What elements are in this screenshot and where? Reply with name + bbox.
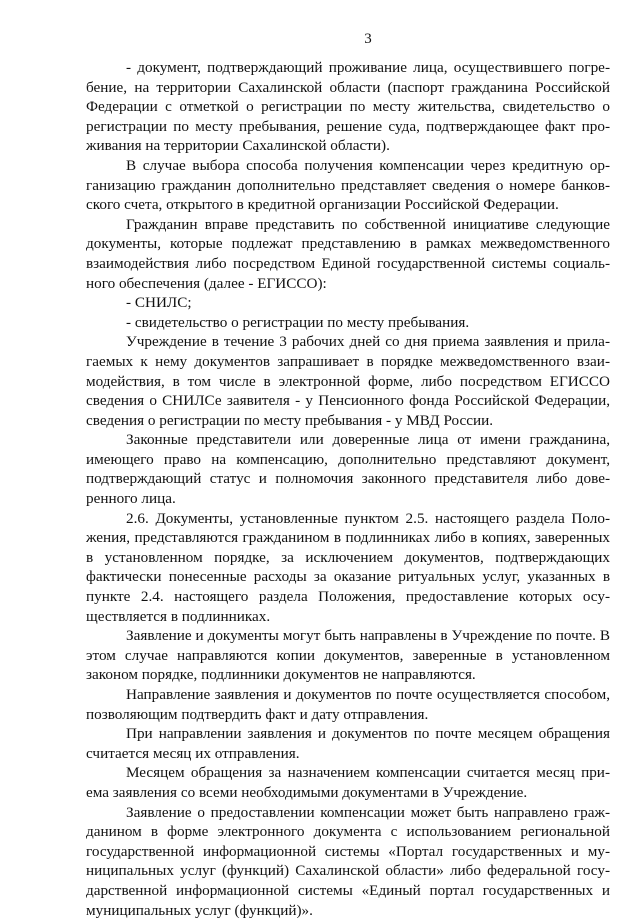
list-item-registration-certificate: - свидетельство о регистрации по месту пребывания. (126, 313, 470, 331)
paragraph-section-2-6: 2.6. Документы, установленные пунктом 2.5. настоящего раздела Положения, представляются гражданином в подлинниках либо в копиях, заверенных в установленном порядке, за исключением документов, подтверждающих фактически понесенные расходы за оказание ритуальных услуг, указанных в пункте 2.4. настоящего раздела Положения, предоставление которых осуществляется в подлинниках. (86, 509, 610, 625)
paragraph-residence-document: - документ, подтверждающий проживание лица, осуществившего погребение, на территории Сахалинской области (паспорт гражданина Российской Федерации с отметкой о регистрации по месту жительства, свидетельство о регистрации по месту пребывания, решение суда, подтверждающее факт проживания на территории Сахалинской области). (86, 59, 610, 155)
page-number: 3 (364, 31, 372, 47)
paragraph-mail-submission: Заявление и документы могут быть направлены в Учреждение по почте. В этом случае направляются копии документов, заверенные в установленном законом порядке, подлинники документов не направляются. (86, 627, 610, 684)
paragraph-credit-organization: В случае выбора способа получения компенсации через кредитную организацию гражданин дополнительно представляет сведения о номере банковского счета, открытого в кредитной организации Российской Федерации. (86, 156, 610, 214)
paragraph-application-month: Месяцем обращения за назначением компенсации считается месяц приема заявления со всеми необходимыми документами в Учреждение. (86, 764, 610, 801)
list-item-snils: - СНИЛС; (126, 294, 192, 312)
paragraph-institution-request: Учреждение в течение 3 рабочих дней со дня приема заявления и прилагаемых к нему документов запрашивает в порядке межведомственного взаимодействия, в том числе в электронной форме, либо посредством ЕГИССО сведения о СНИЛСе заявителя - у Пенсионного фонда Российской Федерации, сведения о регистрации по месту пребывания - у МВД России. (86, 333, 610, 429)
paragraph-mail-method: Направление заявления и документов по почте осуществляется способом, позволяющим подтвердить факт и дату отправления. (86, 686, 610, 723)
paragraph-own-initiative: Гражданин вправе представить по собственной инициативе следующие документы, которые подлежат представлению в рамках межведомственного взаимодействия либо посредством Единой государственной системы социального обеспечения (далее - ЕГИССО): (86, 215, 610, 292)
paragraph-legal-representatives: Законные представители или доверенные лица от имени гражданина, имеющего право на компенсацию, дополнительно представляют документ, подтверждающий статус и полномочия законного представителя либо доверенного лица. (86, 431, 610, 508)
paragraph-electronic-submission: Заявление о предоставлении компенсации может быть направлено гражданином в форме электронного документа с использованием региональной государственной информационной системы «Портал государственных и муниципальных услуг (функций) Сахалинской области» либо федеральной государственной информационной системы «Единый портал государственных и муниципальных услуг (функций)». (86, 803, 610, 919)
paragraph-mail-month: При направлении заявления и документов по почте месяцем обращения считается месяц их отправления. (86, 725, 610, 762)
